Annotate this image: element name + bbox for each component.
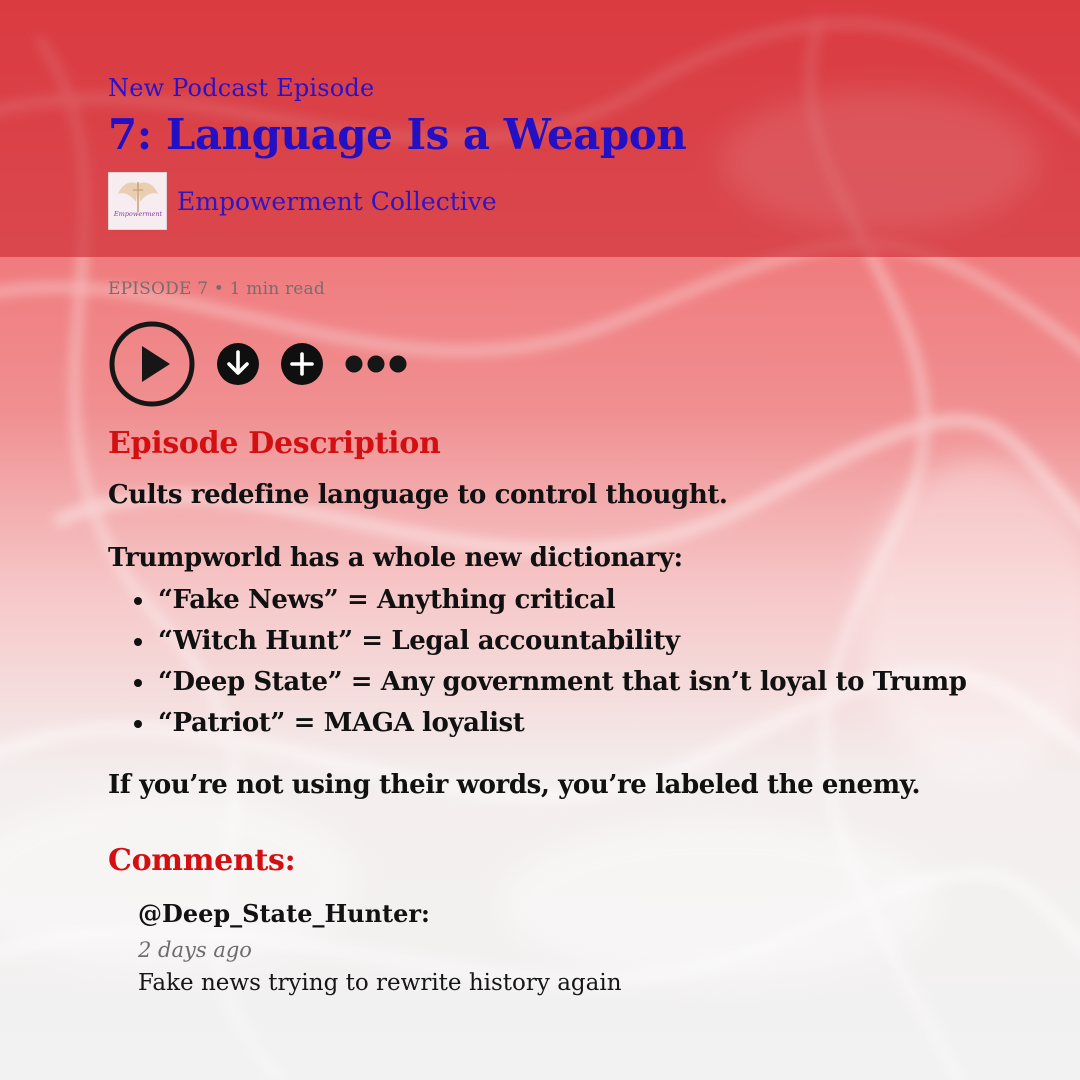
list-item: “Patriot” = MAGA loyalist xyxy=(108,705,966,746)
episode-description-heading: Episode Description xyxy=(108,426,441,461)
list-item: “Deep State” = Any government that isn’t loyal to Trump xyxy=(108,664,966,705)
description-line-1: Cults redefine language to control thought. xyxy=(108,480,728,510)
play-circle-icon[interactable] xyxy=(108,320,196,408)
show-logo[interactable] xyxy=(108,172,167,230)
comment-author[interactable]: @Deep_State_Hunter: xyxy=(138,899,430,928)
episode-kicker: New Podcast Episode xyxy=(108,74,375,102)
list-item: “Fake News” = Anything critical xyxy=(108,582,966,623)
add-icon[interactable] xyxy=(280,342,324,386)
episode-meta: EPISODE 7 • 1 min read xyxy=(108,279,325,299)
episode-title: 7: Language Is a Weapon xyxy=(108,110,687,159)
player-controls xyxy=(108,320,408,408)
svg-text:Empowerment: Empowerment xyxy=(113,210,162,218)
download-icon[interactable] xyxy=(216,342,260,386)
show-name[interactable]: Empowerment Collective xyxy=(177,186,497,216)
comments-heading: Comments: xyxy=(108,843,296,878)
more-icon[interactable] xyxy=(344,352,408,376)
description-line-2: Trumpworld has a whole new dictionary: xyxy=(108,543,683,573)
wings-logo-icon xyxy=(112,176,164,226)
comment-timestamp: 2 days ago xyxy=(138,938,252,962)
dictionary-list xyxy=(108,582,966,746)
list-item: “Witch Hunt” = Legal accountability xyxy=(108,623,966,664)
description-closing: If you’re not using their words, you’re labeled the enemy. xyxy=(108,770,921,800)
show-info[interactable] xyxy=(108,172,497,230)
comment-text: Fake news trying to rewrite history again xyxy=(138,970,622,996)
